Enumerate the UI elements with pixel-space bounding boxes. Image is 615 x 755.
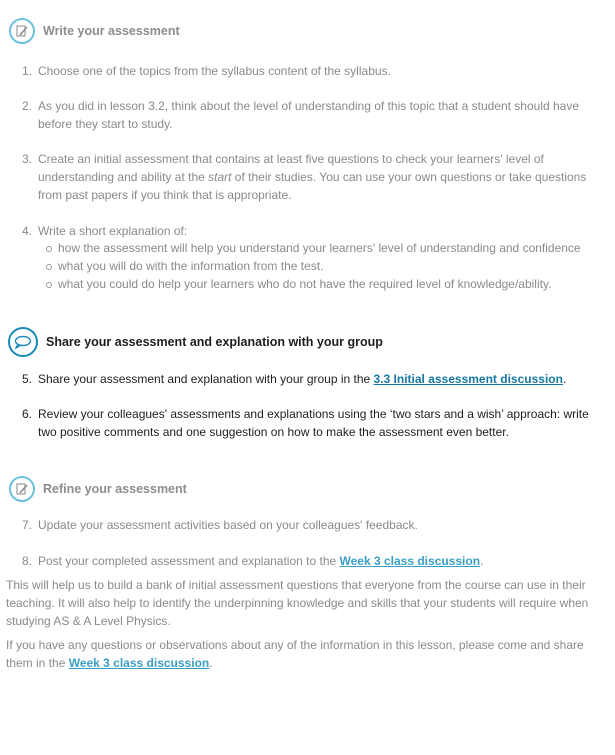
refine-title: Refine your assessment	[43, 482, 187, 496]
refine-section	[0, 476, 615, 502]
pencil-paper-icon	[9, 476, 35, 502]
bullet-item: what you will do with the information from the test.	[44, 257, 605, 275]
bank-paragraph: This will help us to build a bank of initial assessment questions that everyone from the course can use in their teaching. It will also help to identify the underpinning knowledge and skills that your students will require when studying AS & A Level Physics.	[6, 578, 589, 628]
speech-bubbles-icon	[8, 327, 38, 357]
list-item-1: 1. Choose one of the topics from the syllabus content of the syllabus.	[22, 64, 391, 78]
refine-header	[0, 476, 615, 502]
week-3-class-discussion-link[interactable]: Week 3 class discussion	[339, 554, 481, 568]
bullet-item: what you could do help your learners who do not have the required level of knowledge/ability.	[44, 275, 605, 293]
explanation-bullets	[44, 239, 605, 293]
list-item-5: 5. Share your assessment and explanation with your group in the 3.3 Initial assessment discussion.	[22, 372, 567, 386]
initial-assessment-discussion-link[interactable]: 3.3 Initial assessment discussion	[373, 372, 563, 386]
list-item-7: 7. Update your assessment activities based on your colleagues' feedback.	[22, 518, 418, 532]
write-assessment-section	[0, 18, 615, 44]
questions-paragraph: If you have any questions or observations about any of the information in this lesson, please come and share them in the Week 3 class discussion.	[6, 638, 584, 670]
bullet-item: how the assessment will help you understand your learners' level of understanding and confidence	[44, 239, 605, 257]
write-assessment-title: Write your assessment	[43, 24, 180, 38]
list-item-3: 3. Create an initial assessment that contains at least five questions to check your learners' level of understanding and ability at the start of their studies. You can use your own questions or take questions from past papers if you think that is appropriate.	[22, 152, 587, 202]
list-item-8: 8. Post your completed assessment and explanation to the Week 3 class discussion.	[22, 554, 484, 568]
share-title: Share your assessment and explanation with your group	[46, 335, 383, 349]
pencil-paper-icon	[9, 18, 35, 44]
list-item-4: 4. Write a short explanation of:	[22, 224, 188, 238]
list-item-2: 2. As you did in lesson 3.2, think about the level of understanding of this topic that a student should have before they start to study.	[22, 99, 580, 131]
share-header	[0, 327, 615, 357]
share-section	[0, 327, 615, 357]
list-item-6: 6. Review your colleagues' assessments and explanations using the ‘two stars and a wish’ approach: write two positive comments and one suggestion on how to make the assessment even better.	[22, 407, 589, 439]
write-assessment-header	[0, 18, 615, 44]
week-3-class-discussion-link[interactable]: Week 3 class discussion	[68, 656, 210, 670]
